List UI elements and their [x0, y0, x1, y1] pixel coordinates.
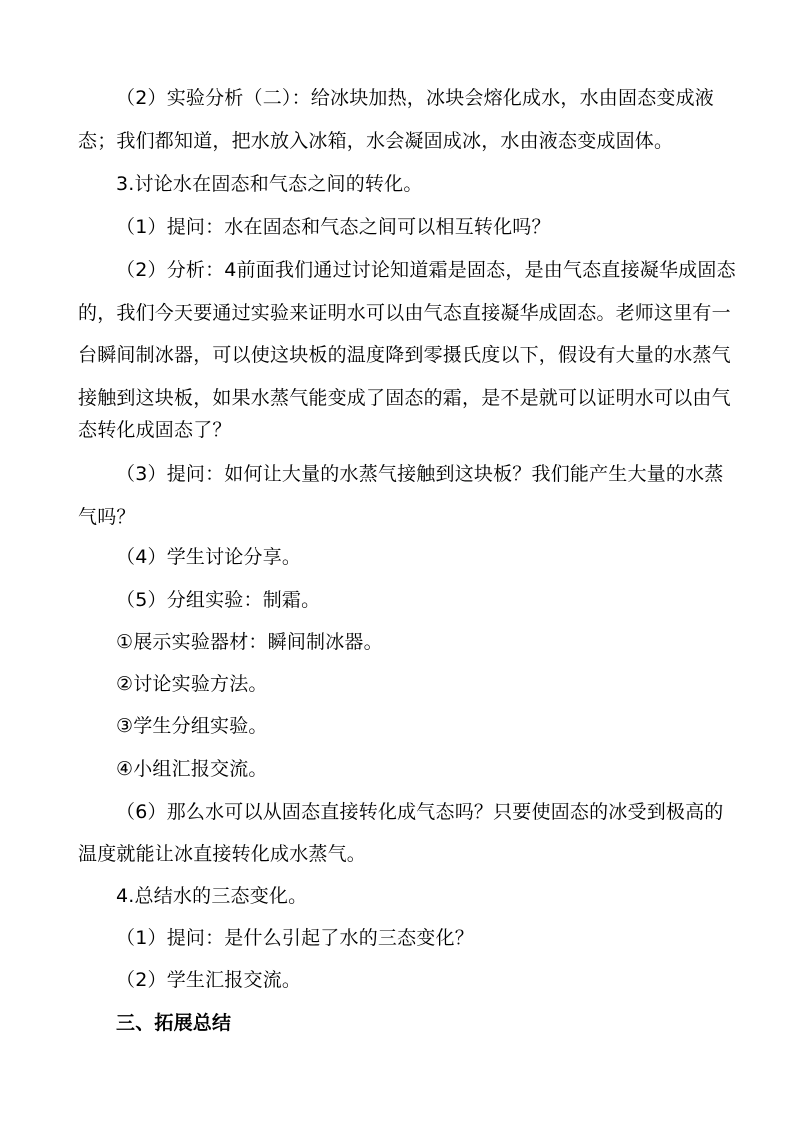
paragraph-line: 的，我们今天要通过实验来证明水可以由气态直接凝华成固态。老师这里有一 [78, 302, 731, 324]
section-item-heading: 3.讨论水在固态和气态之间的转化。 [116, 173, 423, 195]
paragraph-line: 气吗？ [78, 506, 136, 528]
paragraph-line: 温度就能让冰直接转化成水蒸气。 [78, 843, 367, 865]
paragraph-line: 态；我们都知道，把水放入冰箱，水会凝固成冰，水由液态变成固体。 [78, 130, 674, 152]
list-item: ②讨论实验方法。 [116, 673, 268, 695]
list-item: ③学生分组实验。 [116, 715, 268, 737]
paragraph-line: （2）实验分析（二）：给冰块加热，冰块会熔化成水，水由固态变成液 [116, 87, 714, 109]
paragraph-line: （1）提问：水在固态和气态之间可以相互转化吗？ [116, 216, 551, 238]
paragraph-line: （6）那么水可以从固态直接转化成气态吗？只要使固态的冰受到极高的 [116, 801, 724, 823]
paragraph-line: 台瞬间制冰器，可以使这块板的温度降到零摄氏度以下，假设有大量的水蒸气 [78, 344, 731, 366]
list-item: ④小组汇报交流。 [116, 758, 268, 780]
section-item-heading: 4.总结水的三态变化。 [116, 885, 308, 907]
list-item: ①展示实验器材：瞬间制冰器。 [116, 631, 383, 653]
paragraph-line: 接触到这块板，如果水蒸气能变成了固态的霜，是不是就可以证明水可以由气 [78, 387, 731, 409]
paragraph-line: （3）提问：如何让大量的水蒸气接触到这块板？我们能产生大量的水蒸 [116, 463, 724, 485]
paragraph-line: （5）分组实验：制霜。 [116, 589, 321, 611]
section-heading: 三、拓展总结 [116, 1012, 232, 1034]
paragraph-line: （1）提问：是什么引起了水的三态变化？ [116, 927, 474, 949]
paragraph-line: （4）学生讨论分享。 [116, 546, 302, 568]
paragraph-line: （2）学生汇报交流。 [116, 969, 302, 991]
paragraph-line: （2）分析：4前面我们通过讨论知道霜是固态，是由气态直接凝华成固态 [116, 259, 736, 281]
paragraph-line: 态转化成固态了？ [78, 419, 232, 441]
